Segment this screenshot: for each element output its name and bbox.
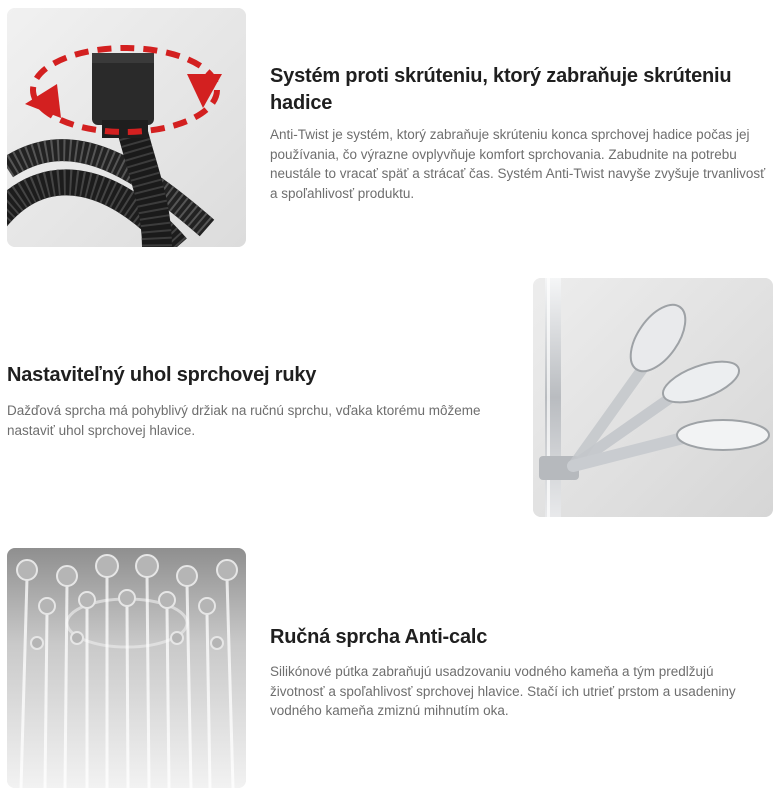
- feature-3-title: Ručná sprcha Anti-calc: [270, 626, 488, 648]
- anti-calc-nozzles-image: [7, 548, 246, 788]
- feature-2-description: Dažďová sprcha má pohyblivý držiak na ručnú sprchu, vďaka ktorému môžeme nastaviť uhol sprchovej hlavice.: [7, 403, 481, 438]
- feature-2-title: Nastaviteľný uhol sprchovej ruky: [7, 364, 317, 386]
- adjustable-shower-head-illustration: [533, 278, 773, 517]
- adjustable-shower-head-image: [533, 278, 773, 517]
- feature-1-title: Systém proti skrúteniu, ktorý zabraňuje skrúteniu hadice: [270, 65, 732, 114]
- anti-calc-nozzles-illustration: [7, 548, 246, 788]
- feature-3-description: Silikónové pútka zabraňujú usadzovaniu vodného kameňa a tým predlžujú životnosť a spoľahlivosť sprchovej hlavice. Stačí ich utrieť prstom a usadeniny vodného kameňa zmiznú mihnutím oka.: [270, 664, 736, 718]
- hose-anti-twist-illustration: [7, 8, 246, 247]
- hose-anti-twist-image: [7, 8, 246, 247]
- feature-1-description: Anti-Twist je systém, ktorý zabraňuje skrúteniu konca sprchovej hadice počas jej používania, čo výrazne ovplyvňuje komfort sprchovania. Zabudnite na potrebu neustále to vracať späť a strácať čas. Systém Anti-Twist navyše zvyšuje trvanlivosť a spoľahlivosť produktu.: [270, 127, 766, 201]
